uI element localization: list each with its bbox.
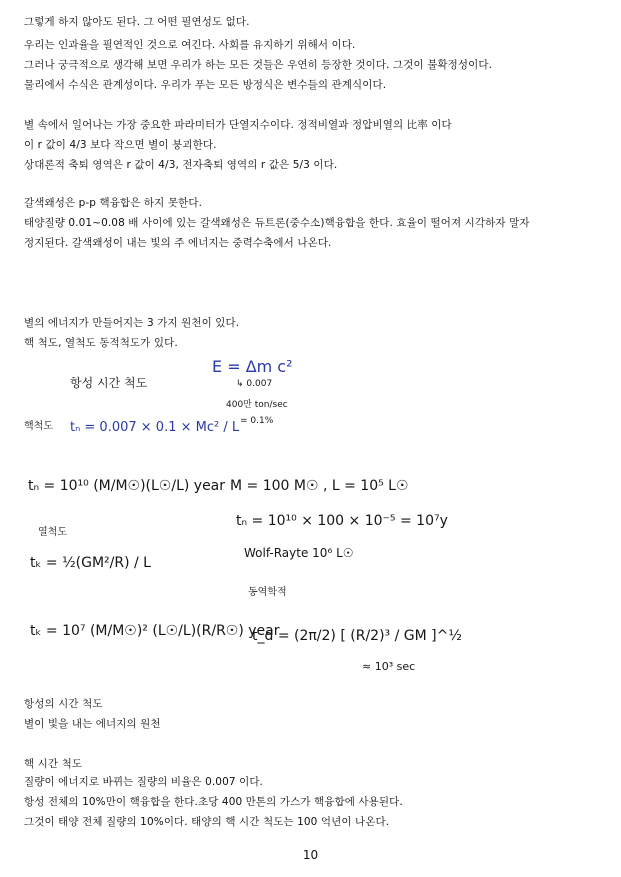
dynamic-timescale-value: ≈ 10³ sec <box>362 660 416 673</box>
rate-percent-note: = 0.1% <box>240 416 274 426</box>
paragraph-line: 항성 전체의 10%만이 핵융합을 한다.초당 400 만톤의 가스가 핵융합에 사용된다. <box>24 796 403 808</box>
paragraph-line: 질량이 에너지로 바뀌는 질량의 비율은 0.007 이다. <box>24 776 263 788</box>
paragraph-line: 물리에서 수식은 관계성이다. 우리가 푸는 모든 방정식은 변수들의 관계식이다. <box>24 79 387 91</box>
paragraph-line: 항성의 시간 척도 <box>24 698 103 710</box>
paragraph-line: 핵 시간 척도 <box>24 758 83 770</box>
timescale-heading: 항성 시간 척도 <box>70 376 148 390</box>
paragraph-line: 별 속에서 일어나는 가장 중요한 파라미터가 단열지수이다. 정적비열과 정압비열의 比率 이다 <box>24 119 452 131</box>
paragraph-line: 갈색왜성은 p-p 핵융합은 하지 못한다. <box>24 197 203 209</box>
nuclear-timescale-definition: tₙ = 0.007 × 0.1 × Mc² / L <box>70 420 240 435</box>
page-number: 10 <box>302 848 319 862</box>
paragraph-line: 별의 에너지가 만들어지는 3 가지 원천이 있다. <box>24 317 240 329</box>
handwritten-notes <box>0 345 621 685</box>
paragraph-line: 정지된다. 갈색왜성이 내는 빛의 주 에너지는 중력수축에서 나온다. <box>24 237 332 249</box>
dynamic-scale-label: 동역학적 <box>248 587 287 598</box>
paragraph-line: 그것이 태양 전체 질량의 10%이다. 태양의 핵 시간 척도는 100 억년이 나온다. <box>24 816 390 828</box>
paragraph-line: 태양질량 0.01~0.08 배 사이에 있는 갈색왜성은 듀트론(중수소)핵융합을 한다. 효율이 떨어져 시각하자 말자 <box>24 217 530 229</box>
thermal-scale-label: 열척도 <box>38 527 67 538</box>
paragraph-line: 그렇게 하지 않아도 된다. 그 어떤 필연성도 없다. <box>24 16 250 28</box>
paragraph-line: 별이 빛을 내는 에너지의 원천 <box>24 718 161 730</box>
efficiency-note: ↳ 0.007 <box>236 379 273 389</box>
paragraph-line: 이 r 값이 4/3 보다 작으면 별이 붕괴한다. <box>24 139 217 151</box>
paragraph-line: 그러나 궁극적으로 생각해 보면 우리가 하는 모든 것들은 우연히 등장한 것이다. 그것이 불확정성이다. <box>24 59 493 71</box>
thermal-timescale-definition: tₖ = ½(GM²/R) / L <box>30 555 151 571</box>
mass-rate-note: 400만 ton/sec <box>226 400 288 410</box>
paragraph-line: 핵 척도, 열척도 동적척도가 있다. <box>24 337 178 349</box>
einstein-equation: E = Δm c² <box>212 357 293 376</box>
wolf-rayet-note: Wolf-Rayte 10⁶ L☉ <box>244 546 354 560</box>
nuclear-timescale-result: tₙ = 10¹⁰ × 100 × 10⁻⁵ = 10⁷y <box>236 513 448 529</box>
nuclear-scale-label: 핵척도 <box>24 421 53 432</box>
nuclear-timescale-scaling: tₙ = 10¹⁰ (M/M☉)(L☉/L) year <box>28 478 226 494</box>
mass-luminosity-values: M = 100 M☉ , L = 10⁵ L☉ <box>230 478 409 494</box>
paragraph-line: 우리는 인과율을 필연적인 것으로 여긴다. 사회를 유지하기 위해서 이다. <box>24 39 356 51</box>
dynamic-timescale-definition: t_d = (2π/2) [ (R/2)³ / GM ]^½ <box>252 628 462 644</box>
paragraph-line: 상대론적 축퇴 영역은 r 값이 4/3, 전자축퇴 영역의 r 값은 5/3 이다. <box>24 159 338 171</box>
thermal-timescale-scaling: tₖ = 10⁷ (M/M☉)² (L☉/L)(R/R☉) year <box>30 623 280 639</box>
